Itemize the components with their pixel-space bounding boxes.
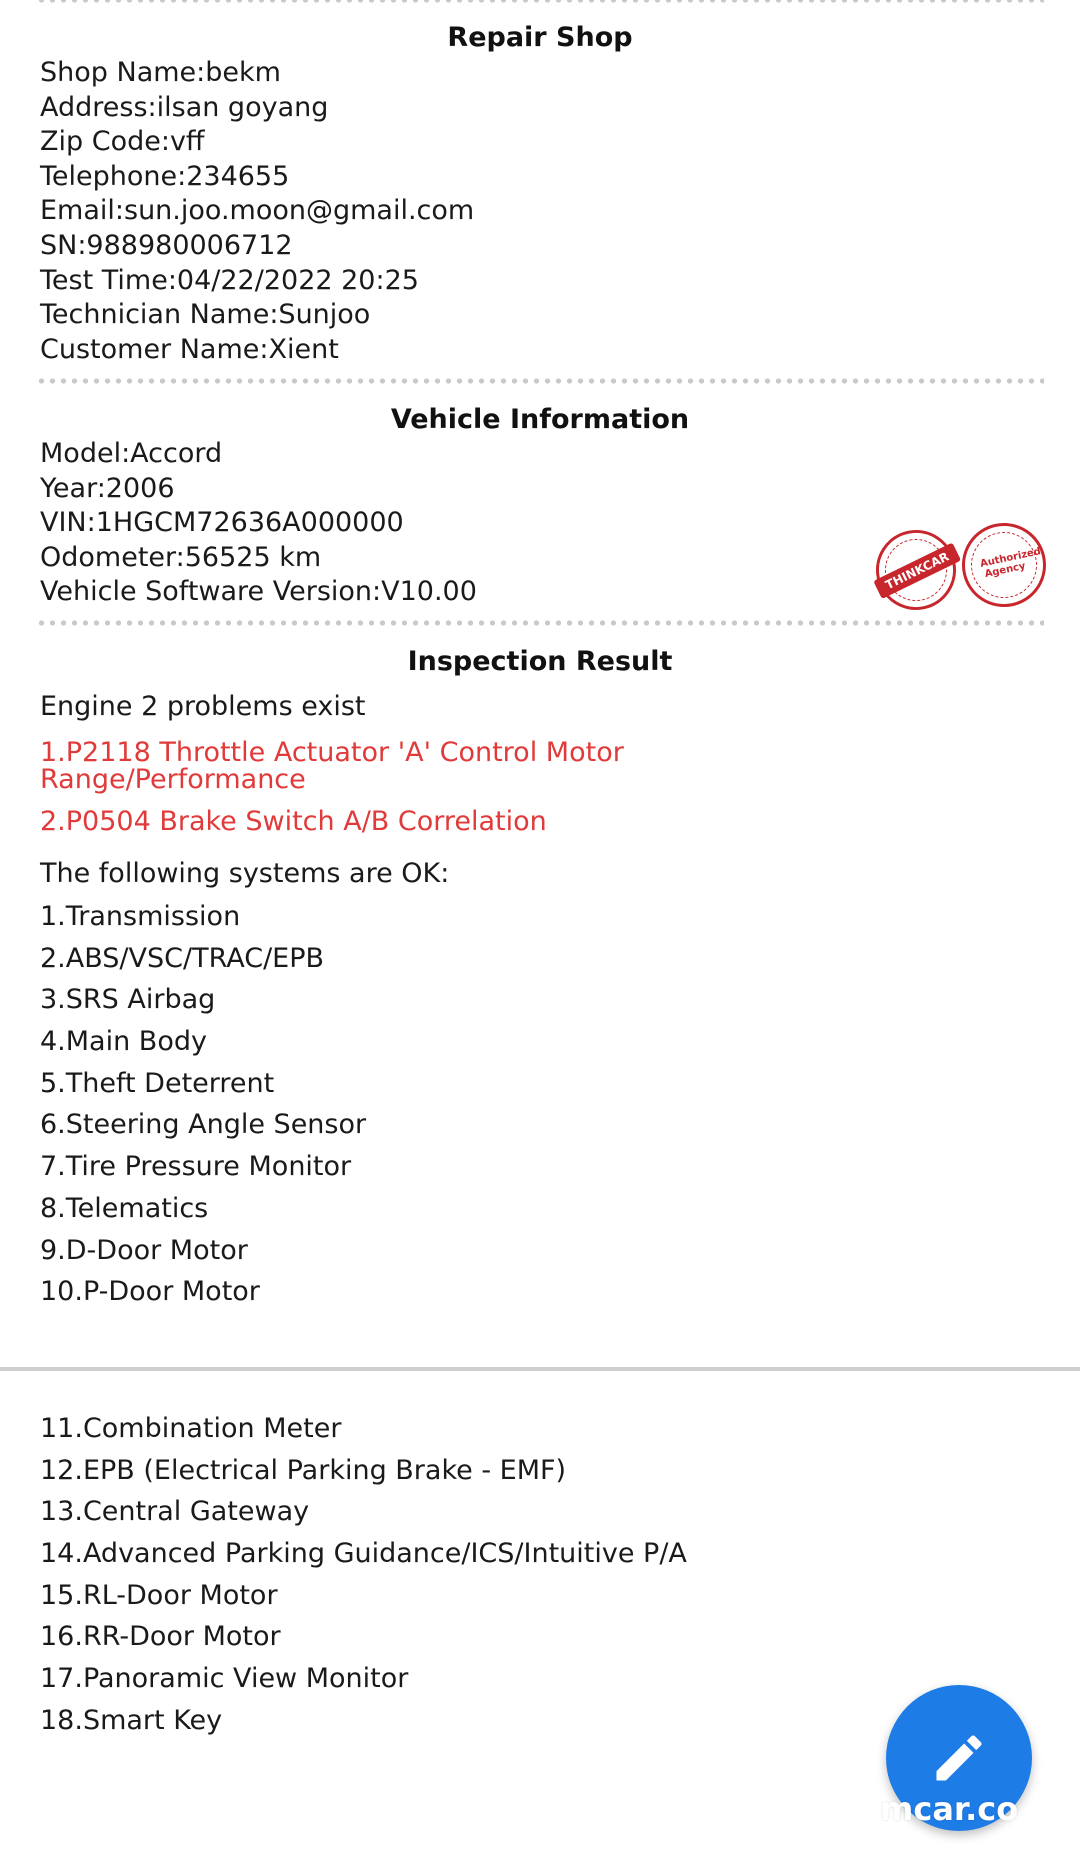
- page-break-divider: [0, 1367, 1080, 1371]
- serial-number: SN:988980006712: [40, 229, 293, 261]
- vehicle-year: Year:2006: [40, 472, 175, 504]
- ok-system-item: 5.Theft Deterrent: [40, 1067, 275, 1099]
- ok-system-item: 8.Telematics: [40, 1192, 209, 1224]
- test-time: Test Time:04/22/2022 20:25: [40, 264, 419, 296]
- repair-shop-details: [40, 56, 474, 367]
- dotted-divider: [36, 620, 1044, 626]
- vehicle-model: Model:Accord: [40, 438, 223, 469]
- ok-systems-list: [40, 896, 366, 1313]
- ok-system-item: 6.Steering Angle Sensor: [40, 1109, 367, 1141]
- ok-system-item: 12.EPB (Electrical Parking Brake - EMF): [40, 1454, 567, 1486]
- pencil-edit-icon: [929, 1728, 989, 1788]
- ok-systems-header: The following systems are OK:: [40, 858, 450, 889]
- ok-system-item: 14.Advanced Parking Guidance/ICS/Intuitive P/A: [40, 1538, 687, 1570]
- ok-system-item: 17.Panoramic View Monitor: [40, 1663, 409, 1695]
- vehicle-details: [40, 437, 477, 610]
- vehicle-software-version: Vehicle Software Version:V10.00: [40, 576, 477, 608]
- ok-system-item: 16.RR-Door Motor: [40, 1621, 281, 1653]
- shop-telephone: Telephone:234655: [40, 160, 290, 192]
- ok-system-item: 10.P-Door Motor: [40, 1276, 260, 1308]
- ok-system-item: 11.Combination Meter: [40, 1413, 342, 1444]
- shop-zip-code: Zip Code:vff: [40, 126, 205, 158]
- inspection-result-title: Inspection Result: [407, 646, 673, 677]
- dotted-divider: [36, 0, 1044, 3]
- shop-name: Shop Name:bekm: [40, 57, 281, 88]
- repair-shop-title: Repair Shop: [447, 22, 633, 53]
- ok-system-item: 9.D-Door Motor: [40, 1234, 248, 1266]
- vehicle-odometer: Odometer:56525 km: [40, 541, 322, 573]
- vehicle-vin: VIN:1HGCM72636A000000: [40, 507, 404, 539]
- fault-code-item: 1.P2118 Throttle Actuator 'A' Control Motor Range/Performance: [40, 737, 624, 795]
- ok-system-item: 13.Central Gateway: [40, 1496, 310, 1528]
- ok-system-item: 2.ABS/VSC/TRAC/EPB: [40, 942, 325, 974]
- customer-name: Customer Name:Xient: [40, 333, 339, 365]
- ok-system-item: 18.Smart Key: [40, 1704, 223, 1736]
- ok-system-item: 3.SRS Airbag: [40, 984, 216, 1016]
- technician-name: Technician Name:Sunjoo: [40, 299, 371, 331]
- vehicle-information-title: Vehicle Information: [390, 404, 690, 435]
- fault-code-item: 2.P0504 Brake Switch A/B Correlation: [40, 806, 547, 837]
- ok-system-item: 7.Tire Pressure Monitor: [40, 1151, 352, 1183]
- ok-system-item: 1.Transmission: [40, 901, 241, 932]
- ok-systems-list-continued: [40, 1408, 687, 1742]
- ok-system-item: 4.Main Body: [40, 1026, 207, 1058]
- authorized-agency-stamp-icon: Authorized Agency: [954, 515, 1054, 615]
- dotted-divider: [36, 378, 1044, 384]
- watermark-text: mcar.co: [880, 1790, 1019, 1828]
- inspection-summary: Engine 2 problems exist: [40, 691, 366, 722]
- shop-address: Address:ilsan goyang: [40, 91, 329, 123]
- ok-system-item: 15.RL-Door Motor: [40, 1579, 278, 1611]
- thinkcar-stamp-icon: THINKCAR: [869, 523, 964, 618]
- shop-email: Email:sun.joo.moon@gmail.com: [40, 195, 475, 227]
